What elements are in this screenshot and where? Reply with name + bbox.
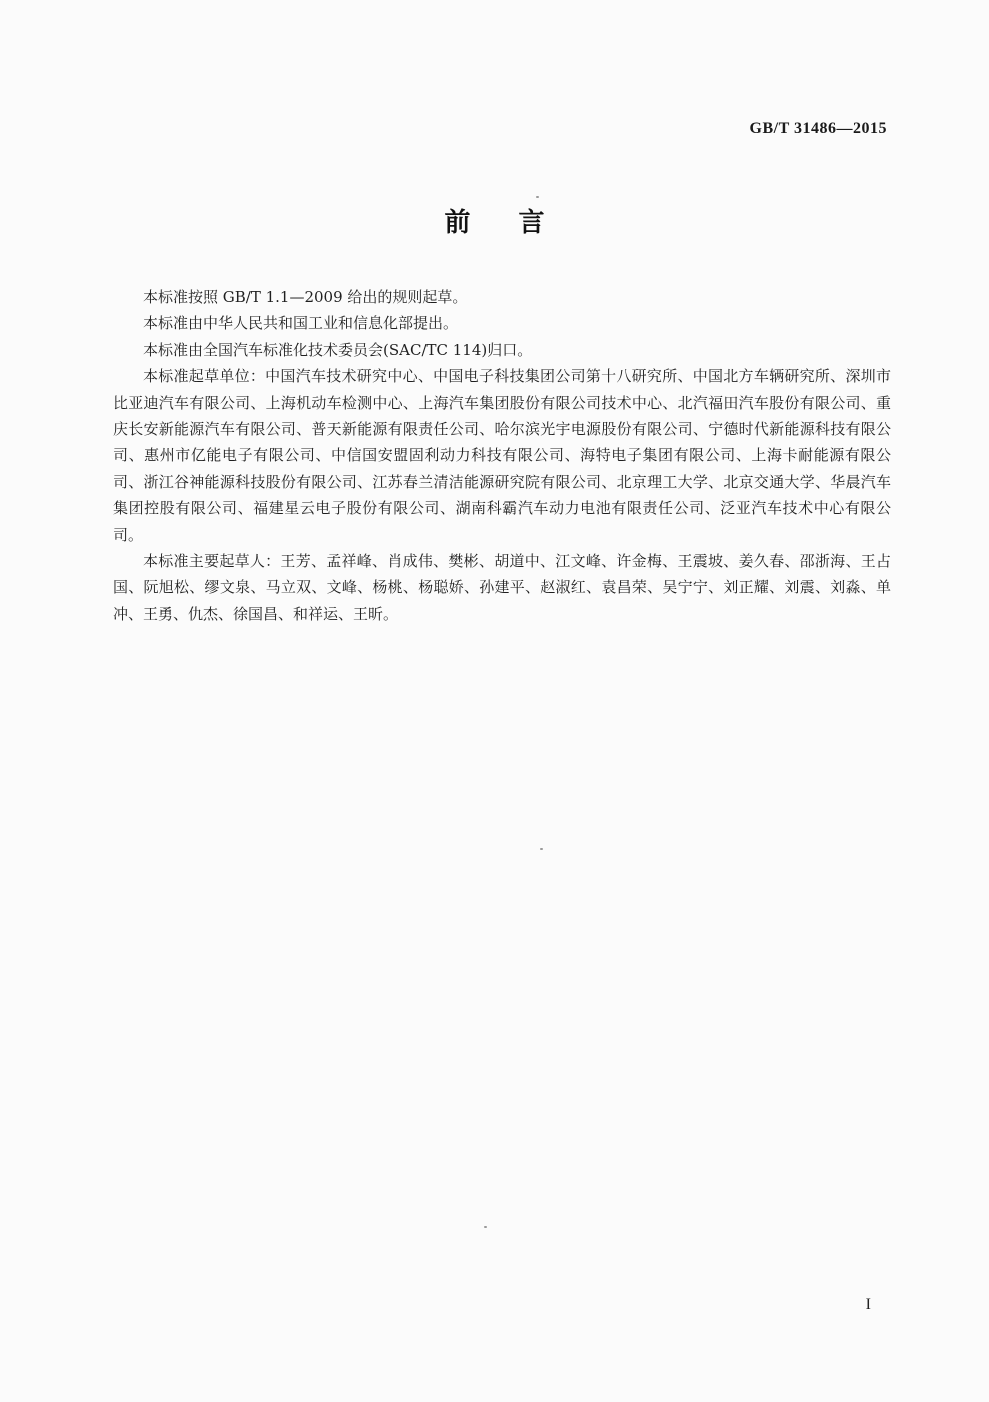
paragraph-drafting-rules: 本标准按照 GB/T 1.1—2009 给出的规则起草。 (143, 288, 468, 306)
paragraph-committee: 本标准由全国汽车标准化技术委员会(SAC/TC 114)归口。 (143, 340, 533, 359)
paragraph-proposer: 本标准由中华人民共和国工业和信息化部提出。 (143, 314, 459, 333)
paragraph-main-drafters: 本标准主要起草人：王芳、孟祥峰、肖成伟、樊彬、胡道中、江文峰、许金梅、王震坡、姜久春、邵浙海、王占国、阮旭松、缪文泉、马立双、文峰、杨桃、杨聪娇、孙建平、赵淑红、袁昌荣、吴宁宁、刘正耀、刘震、刘淼、单冲、王勇、仇杰、徐国昌、和祥运、王昕。 (113, 552, 891, 623)
page-title: 前言 (444, 208, 593, 238)
scan-speck (484, 1226, 487, 1228)
paragraph-drafting-units: 本标准起草单位：中国汽车技术研究中心、中国电子科技集团公司第十八研究所、中国北方车辆研究所、深圳市比亚迪汽车有限公司、上海机动车检测中心、上海汽车集团股份有限公司技术中心、北汽福田汽车股份有限公司、重庆长安新能源汽车有限公司、普天新能源有限责任公司、哈尔滨光宇电源股份有限公司、宁德时代新能源科技有限公司、惠州市亿能电子有限公司、中信国安盟固利动力科技有限公司、海特电子集团有限公司、上海卡耐能源有限公司、浙江谷神能源科技股份有限公司、江苏春兰清洁能源研究院有限公司、北京理工大学、北京交通大学、华晨汽车集团控股有限公司、福建星云电子股份有限公司、湖南科霸汽车动力电池有限责任公司、泛亚汽车技术中心有限公司。 (113, 367, 891, 544)
scan-speck (536, 196, 539, 198)
scan-speck (540, 848, 543, 850)
foreword-body (113, 284, 891, 627)
page-number: I (865, 1296, 871, 1313)
standard-number: GB/T 31486—2015 (749, 120, 887, 137)
